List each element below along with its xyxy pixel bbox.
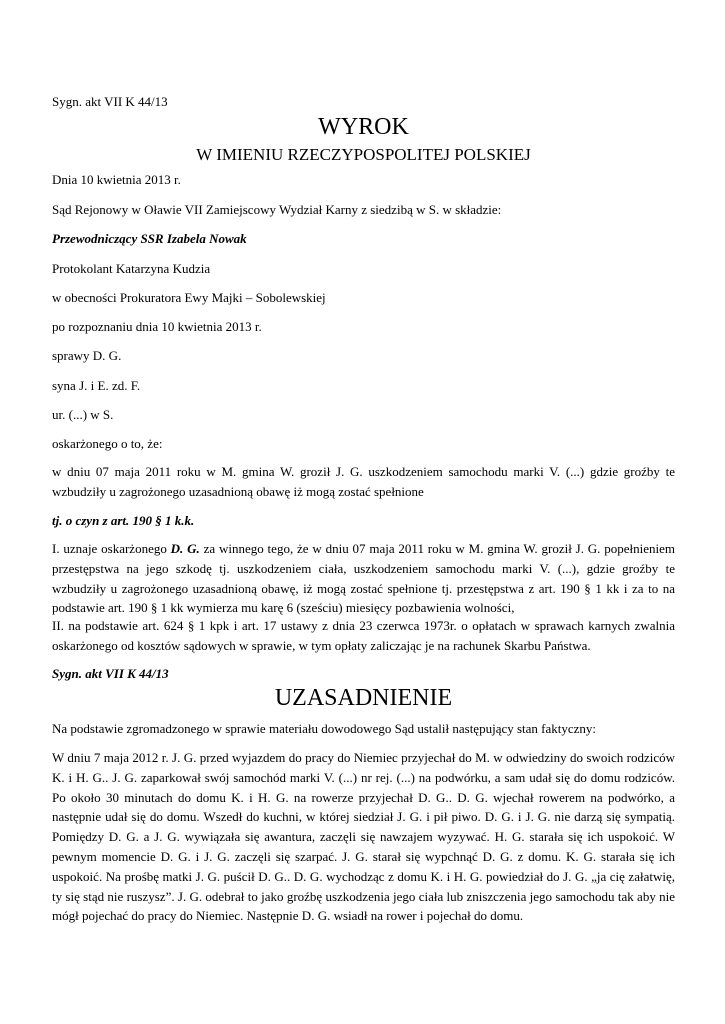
accused-of-line: oskarżonego o to, że: [52,436,163,451]
verdict-point-1 [52,539,675,618]
case-number-justification: Sygn. akt VII K 44/13 [52,666,169,681]
verdict-point-2: II. na podstawie art. 624 § 1 kpk i art. 17 ustawy z dnia 23 czerwca 1973r. o opłatach w sprawach karnych zwalnia oskarżonego od kosztów sądowych w sprawie, w tym opłaty zaliczając je na rachunek Skarbu Państwa. [52,618,675,653]
justification-intro: Na podstawie zgromadzonego w sprawie materiału dowodowego Sąd ustalił następujący stan faktyczny: [52,721,597,736]
prosecutor-line: w obecności Prokuratora Ewy Majki – Sobolewskiej [52,290,326,305]
born-line: ur. (...) w S. [52,407,114,422]
hearing-date-line: po rozpoznaniu dnia 10 kwietnia 2013 r. [52,319,262,334]
case-of-line: sprawy D. G. [52,348,122,363]
judgment-subtitle: W IMIENIU RZECZYPOSPOLITEJ POLSKIEJ [196,145,531,164]
verdict-1-text: za winnego tego, że w dniu 07 maja 2011 roku w M. gmina W. groził J. G. popełnieniem przestępstwa na jego szkodę tj. uszkodzeniem ciała, uszkodzeniem samochodu marki V. (...), gdzie groźby te wzbudziły u zagrożonego uzasadnioną obawę, iż mogą zostać spełnione tj. przestępstwa z art. 190 § 1 kk i za to na podstawie art. 190 § 1 kk wymierza mu karę 6 (sześciu) miesięcy pozbawienia wolności, [52,541,676,616]
legal-article-line: tj. o czyn z art. 190 § 1 k.k. [52,513,195,528]
court-composition-line: Sąd Rejonowy w Oławie VII Zamiejscowy Wydział Karny z siedzibą w S. w składzie: [52,202,502,217]
case-number-top: Sygn. akt VII K 44/13 [52,94,168,109]
facts-paragraph: W dniu 7 maja 2012 r. J. G. przed wyjazdem do pracy do Niemiec przyjechał do M. w odwiedziny do swoich rodziców K. i H. G.. J. G. zaparkował swój samochód marki V. (...) nr rej. (...) na podwórku, a sam udał się do domu rodziców. Po około 30 minutach do domu K. i H. G. na rowerze przyjechał D. G.. D. G. wjechał rowerem na podwórko, a następnie udał się do domu. Wszedł do kuchni, w której siedział J. G. i pił piwo. D. G. i J. G. nie darzą się sympatią. Pomiędzy D. G. a J. G. wywiązała się awantura, zaczęli się nawzajem wyzywać. H. G. starała się ich uspokoić. W pewnym momencie D. G. i J. G. zaczęli się szarpać. J. G. starał się wypchnąć D. G. z domu. K. G. starała się ich uspokoić. Na prośbę matki J. G. puścił D. G.. D. G. wychodząc z domu K. i H. G. powiedział do J. G. „ja cię załatwię, ty się stąd nie ruszysz”. J. G. odebrał to jako groźbę uszkodzenia jego ciała lub zniszczenia jego samochodu tak aby nie mógł pojechać do pracy do Niemiec. Następnie D. G. wsiadł na rower i pojechał do domu. [52,750,675,924]
son-of-line: syna J. i E. zd. F. [52,378,141,393]
charge-paragraph: w dniu 07 maja 2011 roku w M. gmina W. groził J. G. uszkodzeniem samochodu marki V. (...) gdzie groźby te wzbudziły u zagrożonego uzasadnioną obawę iż mogą zostać spełnione [52,464,675,499]
defendant-name: D. G. [170,541,200,556]
court-clerk: Protokolant Katarzyna Kudzia [52,261,211,276]
justification-title: UZASADNIENIE [274,685,453,711]
presiding-judge: Przewodniczący SSR Izabela Nowak [52,231,247,246]
verdict-1-prefix: I. uznaje oskarżonego [52,541,171,556]
date-line: Dnia 10 kwietnia 2013 r. [52,172,181,187]
judgment-title: WYROK [318,114,409,140]
